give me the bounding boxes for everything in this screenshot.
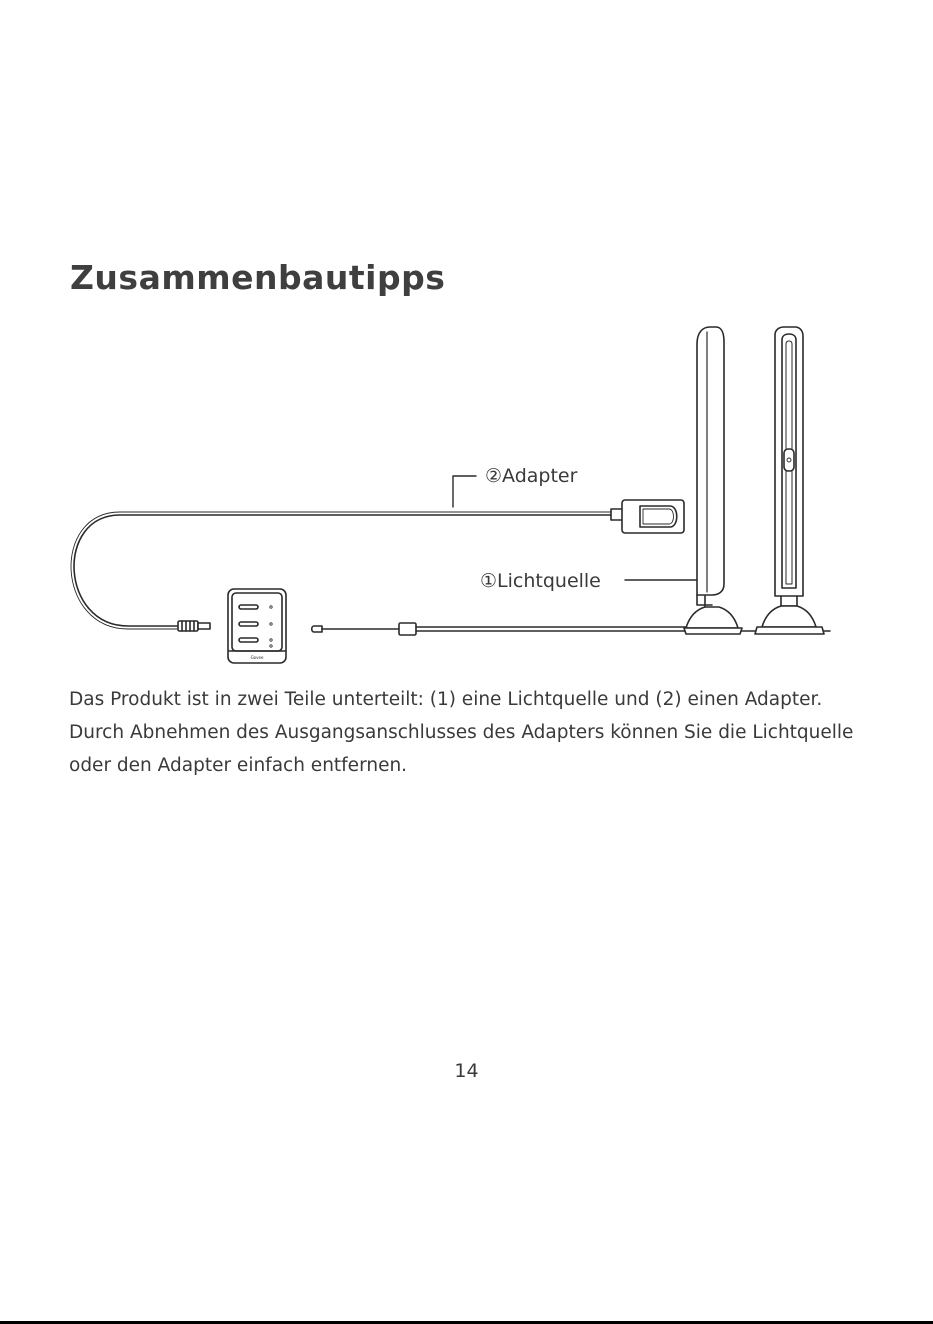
- controller: [228, 589, 286, 663]
- controller-brand-logo: Govee: [250, 655, 264, 660]
- adapter-box: [622, 500, 684, 533]
- page-number: 14: [454, 1060, 479, 1082]
- body-paragraph: Das Produkt ist in zwei Teile unterteilt: (1) eine Lichtquelle und (2) einen Adapter. Durch Abnehmen des Ausgangsanschlusses des Adapters können Sie die Lichtquelle oder den Adapter einfach entfernen.: [69, 689, 854, 776]
- page-title: Zusammenbautipps: [70, 258, 446, 297]
- light-plug: [312, 623, 416, 635]
- light-bar-front: [755, 327, 824, 634]
- light-source-label: ①Lichtquelle: [480, 570, 601, 592]
- dc-plug: [178, 621, 210, 631]
- adapter-label: ②Adapter: [485, 465, 578, 487]
- adapter-callout-line: [453, 476, 476, 507]
- light-bar-side: [684, 327, 742, 634]
- assembly-illustration: [0, 320, 933, 670]
- assembly-diagram: [0, 320, 933, 670]
